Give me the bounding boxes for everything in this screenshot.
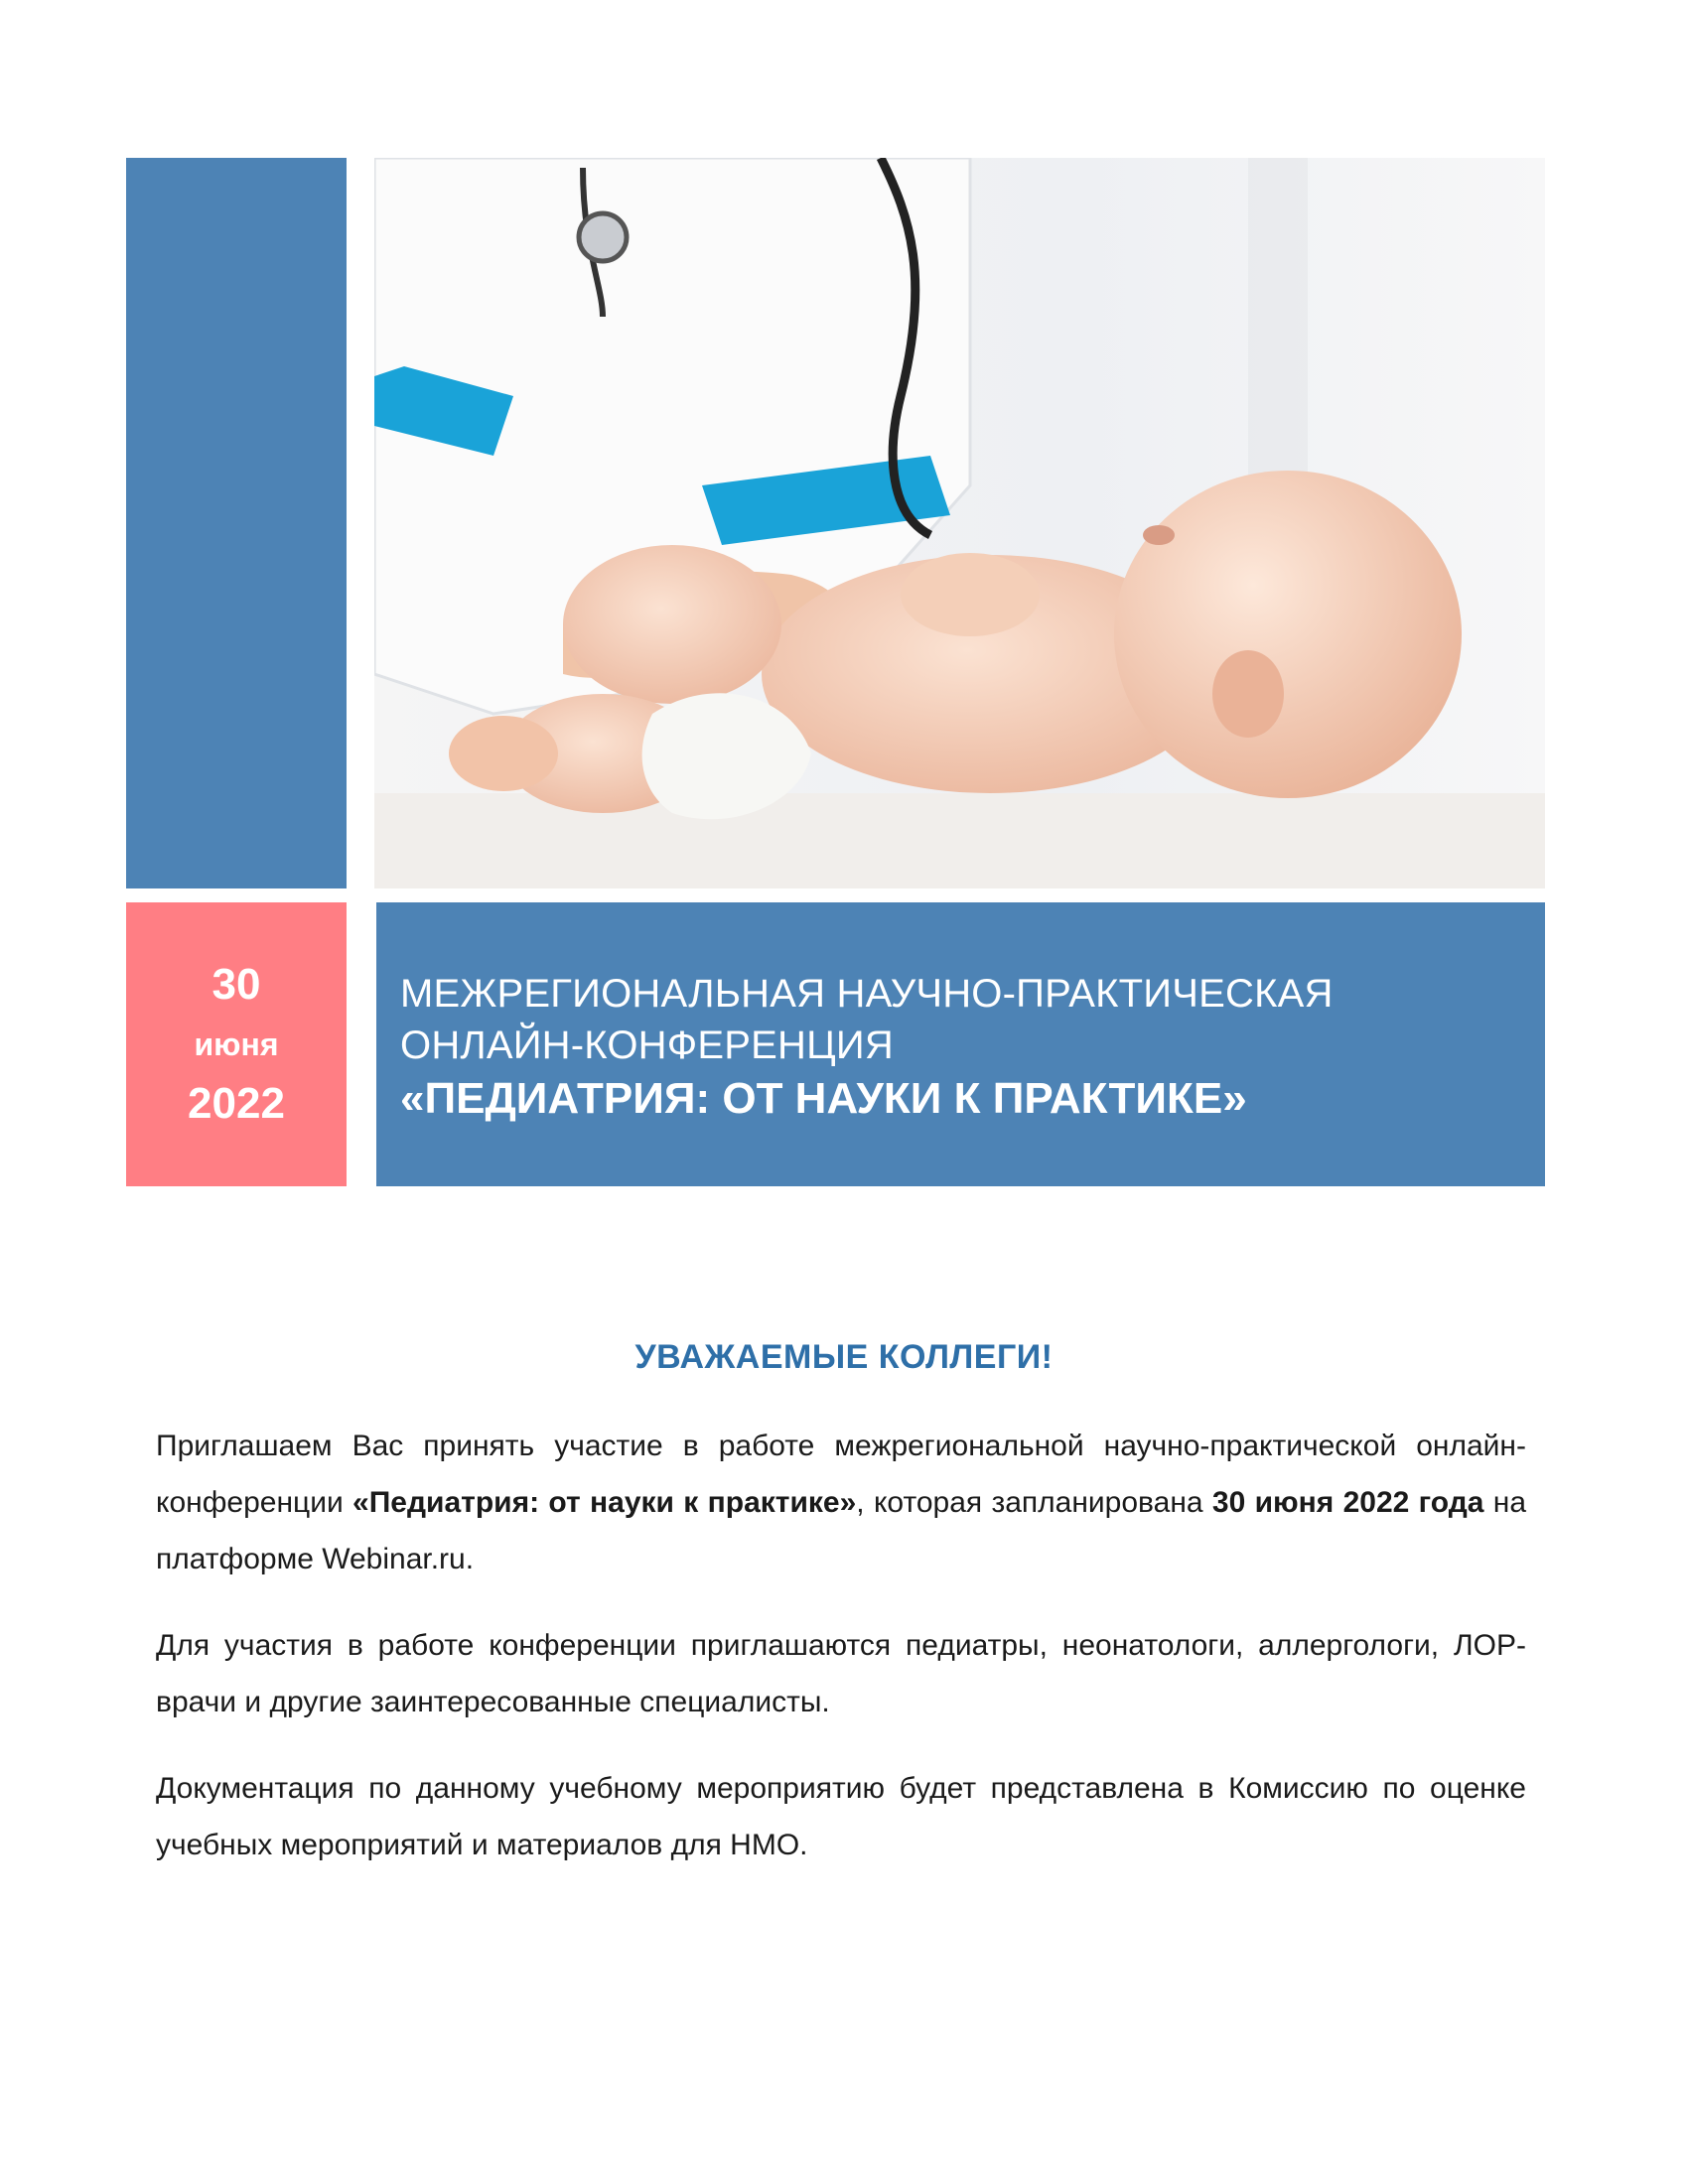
conference-title-line3: «ПЕДИАТРИЯ: ОТ НАУКИ К ПРАКТИКЕ» [400, 1074, 1247, 1123]
decorative-side-block [126, 158, 347, 888]
date-month: июня [194, 1026, 279, 1062]
date-day: 30 [211, 960, 261, 1009]
date-box [126, 902, 347, 1186]
paragraph1-text3: на платформе Webinar.ru. [156, 1486, 1527, 1575]
paragraph1-text1: Приглашаем Вас принять участие в работе межрегиональной научно-практической онлайн-конференции [156, 1430, 1526, 1519]
invitation-paragraph [156, 1418, 1526, 1587]
conference-title-line1: МЕЖРЕГИОНАЛЬНАЯ НАУЧНО-ПРАКТИЧЕСКАЯ [400, 972, 1334, 1016]
conference-title-box [376, 902, 1545, 1186]
paragraph1-text2: , которая запланирована [856, 1486, 1212, 1519]
doctor-examining-baby-photo [374, 158, 1545, 888]
baby-photo-icon [374, 158, 1545, 888]
documentation-paragraph: Документация по данному учебному мероприятию будет представлена в Комиссию по оценке учебных мероприятий и материалов для НМО. [156, 1772, 1526, 1861]
conference-title-line2: ОНЛАЙН-КОНФЕРЕНЦИЯ [400, 1024, 894, 1067]
greeting-heading: УВАЖАЕМЫЕ КОЛЛЕГИ! [634, 1338, 1054, 1376]
conference-date-bold: 30 июня 2022 года [1211, 1486, 1484, 1519]
conference-name-bold: «Педиатрия: от науки к практике» [352, 1486, 857, 1519]
date-year: 2022 [188, 1079, 285, 1128]
participants-paragraph: Для участия в работе конференции приглашаются педиатры, неонатологи, аллергологи, ЛОР-врачи и другие заинтересованные специалисты. [156, 1629, 1526, 1718]
